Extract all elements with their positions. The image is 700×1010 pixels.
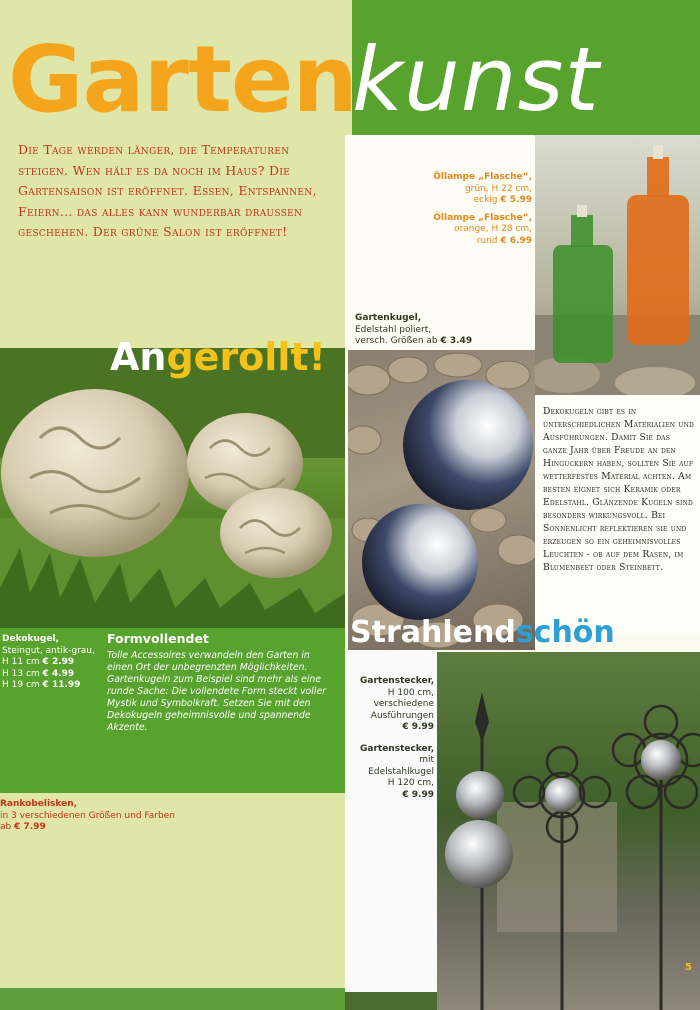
gartenkugel-line2-row — [355, 336, 535, 348]
gartenstecker2-price: € 9.99 — [402, 789, 434, 800]
gartenstecker1-price: € 9.99 — [402, 722, 434, 732]
gartenkugel-name: Gartenkugel, — [355, 313, 422, 323]
dekokugel-size-price: € 2.99 — [42, 657, 75, 667]
gartenstecker-prices — [360, 676, 434, 801]
rankobelisken-line1: in 3 verschiedenen Größen und Farben — [0, 810, 175, 821]
dekokugel-size-price: € 4.99 — [42, 668, 75, 679]
rankobelisken-line2: ab — [0, 822, 12, 832]
oellampe-gruen-line2: eckig — [473, 195, 498, 205]
dekokugel-size: H 13 cm — [2, 668, 40, 679]
oellampe-prices — [420, 172, 532, 247]
bottom-photo-strip — [345, 992, 437, 1010]
dekokugel-size: H 19 cm — [2, 680, 40, 690]
oellampe-gruen-price: € 5.99 — [500, 195, 532, 205]
dekokugel-size-row — [2, 680, 102, 692]
stone-balls-photo — [0, 348, 345, 628]
heading-strahlend-part2: schön — [515, 615, 615, 650]
oellampe-orange-line1: orange, H 28 cm, — [454, 224, 532, 234]
dekokugel-size-price: € 11.99 — [42, 680, 81, 690]
garden-stakes-photo — [437, 652, 700, 1010]
oellampe-orange-name: Öllampe „Flasche“, — [433, 212, 532, 223]
oellampe-gruen-line1: grün, H 22 cm, — [464, 183, 532, 194]
intro-text: Die Tage werden länger, die Temperaturen steigen. Wen hält es da noch im Haus? Die Gartensaison ist eröffnet. Essen, Entspannen, Feiern… das alles kann wunderbar draussen geschehen. Der grüne Salon ist eröffnet! — [18, 142, 317, 239]
gartenstecker2-line1: mit — [419, 755, 434, 765]
gartenkugel-price — [355, 313, 535, 348]
heading-angerollt-part2: gerollt! — [166, 335, 326, 379]
oellampe-orange-line2: rund — [476, 235, 498, 246]
oellampe-gruen-line2-row — [420, 195, 532, 207]
dekokugel-size-row — [2, 657, 102, 669]
heading-strahlend — [350, 615, 615, 650]
formvollendet-block — [107, 631, 332, 734]
formvollendet-heading: Formvollendet — [107, 631, 209, 646]
gartenkugel-price-value: € 3.49 — [440, 336, 473, 346]
gartenkugel-line1: Edelstahl poliert, — [355, 324, 432, 335]
oellampe-gruen-name: Öllampe „Flasche“, — [433, 172, 532, 182]
dekokugel-size-row — [2, 669, 102, 681]
rankobelisken-price — [0, 799, 200, 834]
oellampe-orange-line2-row — [420, 236, 532, 248]
heading-strahlend-part1: Strahlend — [350, 615, 516, 650]
steel-globes-photo — [348, 350, 535, 650]
rankobelisken-line2-row — [0, 822, 200, 834]
dekokugeln-text: Dekokugeln gibt es in unterschiedlichen Materialien und Ausführungen. Damit Sie das ganze Jahr über Freude an den Hinguckern haben, sollten Sie auf wetterfestes Material achten. Am besten eignet sich Keramik oder Edelstahl. Glänzende Kugeln sind besonders wirkungsvoll. Bei Sonnenlicht reflektieren sie und erzeugen so ein geheimnisvolles Leuchten - ob auf dem Rasen, im Blumenbeet oder Steinbett. — [543, 406, 695, 573]
dekokugel-price — [2, 634, 102, 692]
title-garten: Garten — [8, 26, 357, 133]
oellampe-orange-price: € 6.99 — [500, 235, 532, 246]
heading-angerollt-part1: An — [110, 335, 167, 379]
dekokugel-name: Dekokugel, — [2, 634, 59, 644]
rankobelisken-price-value: € 7.99 — [14, 822, 46, 832]
title-kunst: kunst — [352, 28, 600, 131]
oil-lamp-bottles-photo — [535, 135, 700, 395]
dekokugel-size: H 11 cm — [2, 657, 40, 667]
gartenstecker1-line1: H 100 cm, — [387, 687, 434, 698]
page-number: 5 — [685, 962, 692, 973]
bottom-grass-strip — [0, 988, 345, 1010]
formvollendet-text: Tolle Accessoires verwandeln den Garten in einen Ort der unbegrenzten Möglichkeiten. Gartenkugeln zum Beispiel sind mehr als eine runde Sache: Die vollendete Form steckt voller Mystik und Symbolkraft. Setzen Sie mit den Dekokugeln geheimnisvolle und spannende Akzente. — [107, 650, 326, 733]
rankobelisken-name: Rankobelisken, — [0, 799, 78, 809]
gartenstecker2-name: Gartenstecker, — [360, 743, 435, 754]
gartenstecker2-line3: H 120 cm, — [387, 778, 434, 788]
gartenstecker1-line3: Ausführungen — [370, 710, 434, 721]
gartenstecker1-line2: verschiedene — [373, 699, 434, 709]
gartenkugel-line2: versch. Größen ab — [355, 336, 438, 346]
heading-angerollt — [110, 335, 326, 379]
gartenstecker1-name: Gartenstecker, — [360, 676, 435, 686]
dekokugel-line1: Steingut, antik-grau, — [2, 645, 95, 656]
gartenstecker2-line2: Edelstahlkugel — [368, 766, 434, 777]
